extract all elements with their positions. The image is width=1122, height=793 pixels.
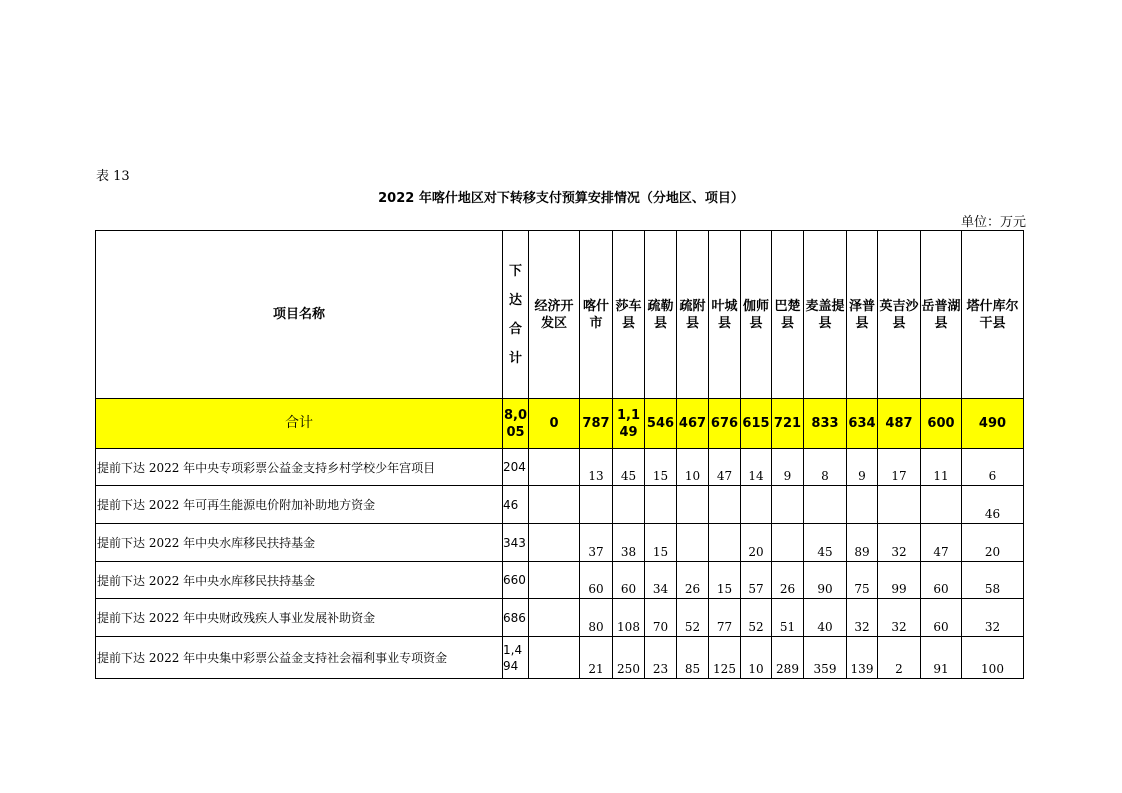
row-value-cell: 45 [804, 524, 847, 562]
row-value-cell: 32 [962, 599, 1024, 637]
row-value-cell: 100 [962, 637, 1024, 679]
row-value-cell: 6 [962, 449, 1024, 486]
row-value-cell [529, 562, 580, 599]
row-value-cell: 20 [741, 524, 772, 562]
row-value-cell [878, 486, 921, 524]
table-row [96, 637, 1024, 679]
row-value-cell: 37 [580, 524, 613, 562]
total-cell: 487 [878, 399, 921, 449]
row-value-cell: 60 [580, 562, 613, 599]
total-cell: 467 [677, 399, 709, 449]
row-value-cell: 47 [921, 524, 962, 562]
row-value-cell [645, 486, 677, 524]
row-value-cell: 2 [878, 637, 921, 679]
row-value-cell: 15 [645, 524, 677, 562]
total-sum: 8,005 [503, 399, 529, 449]
row-value-cell: 8 [804, 449, 847, 486]
row-total: 46 [503, 486, 529, 524]
header-region: 喀什市 [580, 231, 613, 399]
row-value-cell: 99 [878, 562, 921, 599]
row-value-cell: 46 [962, 486, 1024, 524]
row-value-cell: 38 [613, 524, 645, 562]
table-label: 表 13 [96, 169, 130, 184]
row-total: 1,494 [503, 637, 529, 679]
header-region: 伽师县 [741, 231, 772, 399]
header-region: 巴楚县 [772, 231, 804, 399]
table-row [96, 599, 1024, 637]
header-region: 叶城县 [709, 231, 741, 399]
row-value-cell [709, 524, 741, 562]
row-value-cell: 9 [772, 449, 804, 486]
row-value-cell: 289 [772, 637, 804, 679]
row-total: 204 [503, 449, 529, 486]
row-value-cell: 10 [741, 637, 772, 679]
header-row [96, 231, 1024, 399]
row-item-name: 提前下达 2022 年中央集中彩票公益金支持社会福利事业专项资金 [96, 637, 503, 679]
row-value-cell: 60 [921, 599, 962, 637]
row-value-cell: 80 [580, 599, 613, 637]
row-total: 660 [503, 562, 529, 599]
total-label: 合计 [96, 399, 503, 449]
row-value-cell: 139 [847, 637, 878, 679]
row-value-cell [741, 486, 772, 524]
header-region: 英吉沙县 [878, 231, 921, 399]
header-region: 疏附县 [677, 231, 709, 399]
row-item-name: 提前下达 2022 年中央专项彩票公益金支持乡村学校少年宫项目 [96, 449, 503, 486]
row-value-cell [772, 486, 804, 524]
row-value-cell: 60 [613, 562, 645, 599]
row-value-cell: 15 [709, 562, 741, 599]
row-value-cell [921, 486, 962, 524]
header-region: 塔什库尔干县 [962, 231, 1024, 399]
row-value-cell: 125 [709, 637, 741, 679]
row-value-cell: 23 [645, 637, 677, 679]
row-value-cell [677, 486, 709, 524]
table-row [96, 486, 1024, 524]
header-region: 经济开发区 [529, 231, 580, 399]
row-value-cell: 9 [847, 449, 878, 486]
row-value-cell: 52 [741, 599, 772, 637]
row-value-cell: 32 [878, 524, 921, 562]
row-value-cell: 14 [741, 449, 772, 486]
total-cell: 721 [772, 399, 804, 449]
row-value-cell: 58 [962, 562, 1024, 599]
total-cell: 546 [645, 399, 677, 449]
row-total: 343 [503, 524, 529, 562]
header-region: 疏勒县 [645, 231, 677, 399]
row-value-cell: 359 [804, 637, 847, 679]
row-value-cell: 91 [921, 637, 962, 679]
header-region: 泽普县 [847, 231, 878, 399]
row-value-cell [847, 486, 878, 524]
row-value-cell: 20 [962, 524, 1024, 562]
row-value-cell [804, 486, 847, 524]
row-value-cell: 45 [613, 449, 645, 486]
table-row [96, 562, 1024, 599]
row-value-cell: 52 [677, 599, 709, 637]
row-value-cell: 34 [645, 562, 677, 599]
row-value-cell: 10 [677, 449, 709, 486]
row-value-cell: 77 [709, 599, 741, 637]
row-value-cell: 90 [804, 562, 847, 599]
row-item-name: 提前下达 2022 年可再生能源电价附加补助地方资金 [96, 486, 503, 524]
row-value-cell: 11 [921, 449, 962, 486]
row-value-cell: 15 [645, 449, 677, 486]
row-value-cell: 47 [709, 449, 741, 486]
row-value-cell [529, 486, 580, 524]
table-row [96, 524, 1024, 562]
row-value-cell [580, 486, 613, 524]
total-cell: 787 [580, 399, 613, 449]
header-region: 岳普湖县 [921, 231, 962, 399]
row-value-cell: 26 [677, 562, 709, 599]
total-cell: 615 [741, 399, 772, 449]
row-value-cell [709, 486, 741, 524]
total-row [96, 399, 1024, 449]
header-total: 下达合计 [503, 231, 529, 399]
row-item-name: 提前下达 2022 年中央财政残疾人事业发展补助资金 [96, 599, 503, 637]
row-value-cell: 17 [878, 449, 921, 486]
row-value-cell: 89 [847, 524, 878, 562]
document-title: 2022 年喀什地区对下转移支付预算安排情况（分地区、项目） [378, 191, 744, 206]
budget-table [95, 230, 1024, 679]
row-value-cell [677, 524, 709, 562]
row-value-cell: 21 [580, 637, 613, 679]
row-value-cell: 108 [613, 599, 645, 637]
unit-label: 单位：万元 [960, 215, 1026, 230]
row-value-cell: 26 [772, 562, 804, 599]
header-region: 麦盖提县 [804, 231, 847, 399]
total-cell: 833 [804, 399, 847, 449]
row-value-cell [529, 449, 580, 486]
row-value-cell [529, 637, 580, 679]
row-value-cell [529, 599, 580, 637]
row-value-cell: 250 [613, 637, 645, 679]
total-cell: 490 [962, 399, 1024, 449]
row-value-cell: 51 [772, 599, 804, 637]
row-item-name: 提前下达 2022 年中央水库移民扶持基金 [96, 524, 503, 562]
row-value-cell: 13 [580, 449, 613, 486]
table-row [96, 449, 1024, 486]
row-value-cell: 85 [677, 637, 709, 679]
row-value-cell [772, 524, 804, 562]
row-value-cell: 40 [804, 599, 847, 637]
total-cell: 600 [921, 399, 962, 449]
row-value-cell: 32 [847, 599, 878, 637]
row-item-name: 提前下达 2022 年中央水库移民扶持基金 [96, 562, 503, 599]
row-value-cell: 60 [921, 562, 962, 599]
row-total: 686 [503, 599, 529, 637]
row-value-cell [529, 524, 580, 562]
total-cell: 676 [709, 399, 741, 449]
row-value-cell [613, 486, 645, 524]
total-cell: 634 [847, 399, 878, 449]
row-value-cell: 75 [847, 562, 878, 599]
row-value-cell: 70 [645, 599, 677, 637]
header-region: 莎车县 [613, 231, 645, 399]
total-cell: 1,149 [613, 399, 645, 449]
row-value-cell: 32 [878, 599, 921, 637]
total-cell: 0 [529, 399, 580, 449]
row-value-cell: 57 [741, 562, 772, 599]
header-item-name: 项目名称 [96, 231, 503, 399]
